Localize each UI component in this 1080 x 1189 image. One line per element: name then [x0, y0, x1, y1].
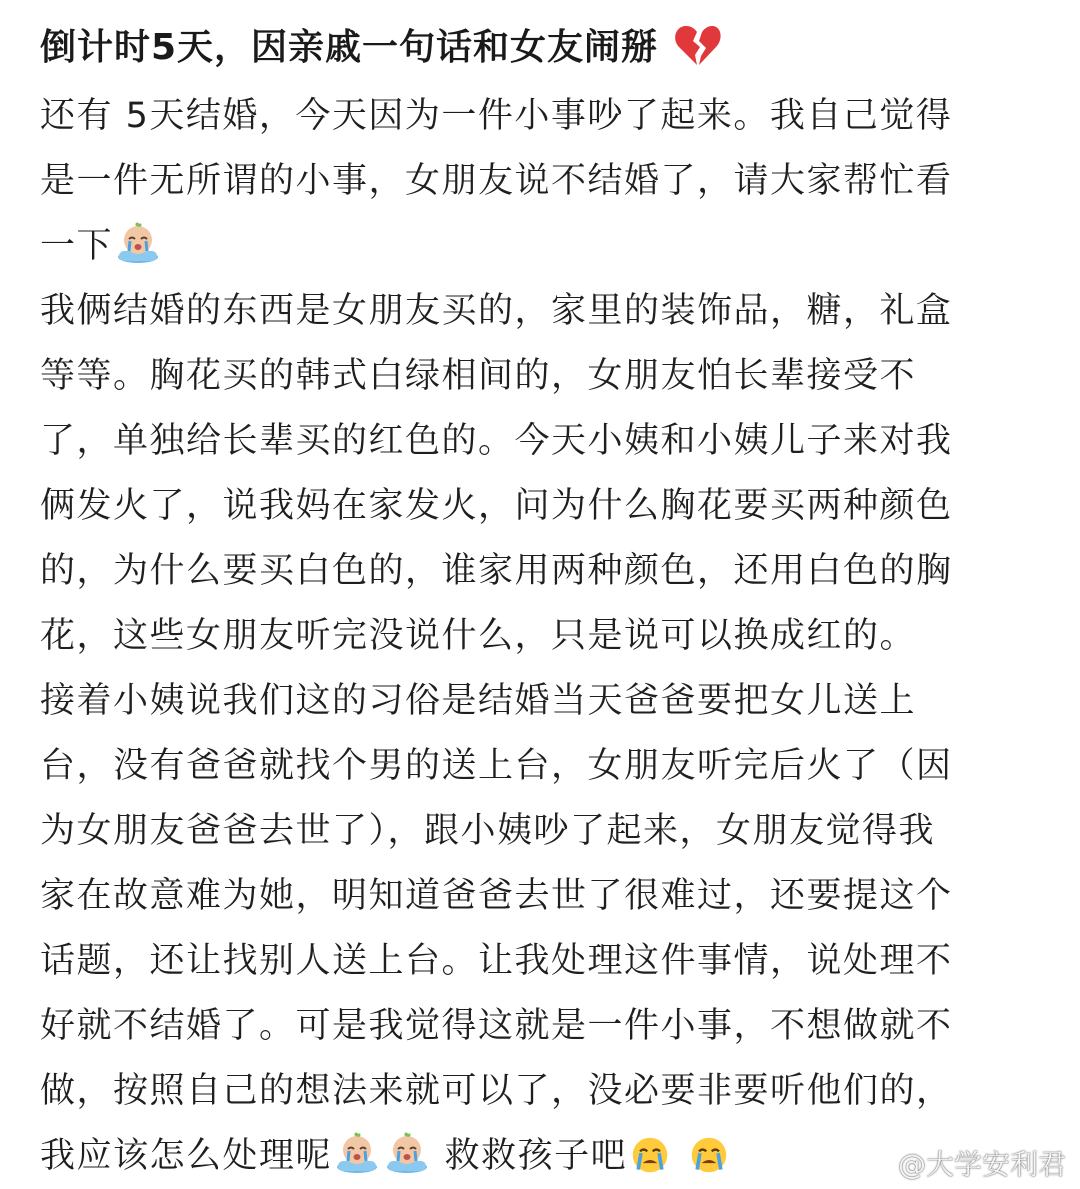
body-line: 是一件无所谓的小事，女朋友说不结婚了，请大家帮忙看	[40, 161, 953, 201]
crying-face-emoji-icon	[628, 1135, 672, 1175]
post-title-text: 倒计时5天，因亲戚一句话和女友闹掰	[40, 27, 659, 68]
body-line: 家在故意难为她，明知道爸爸去世了很难过，还要提这个	[40, 876, 953, 916]
crying-baby-emoji-icon	[383, 1131, 431, 1175]
watermark	[852, 1143, 1066, 1183]
body-line: 为女朋友爸爸去世了），跟小姨吵了起来，女朋友觉得我	[40, 811, 936, 851]
body-line: 接着小姨说我们这的习俗是结婚当天爸爸要把女儿送上	[40, 681, 917, 721]
body-line: 的，为什么要买白色的，谁家用两种颜色，还用白色的胸	[40, 551, 953, 591]
body-line: 我俩结婚的东西是女朋友买的，家里的装饰品，糖，礼盒	[40, 291, 953, 331]
crying-face-emoji-icon	[687, 1135, 731, 1175]
crying-baby-emoji-icon	[114, 221, 162, 265]
crying-baby-emoji-icon	[333, 1131, 381, 1175]
body-line: 等等。胸花买的韩式白绿相间的，女朋友怕长辈接受不	[40, 356, 917, 396]
broken-heart-icon	[673, 23, 721, 67]
body-line-text: 一下	[40, 226, 114, 266]
body-line: 了，单独给长辈买的红色的。今天小姨和小姨儿子来对我	[40, 421, 953, 461]
weibo-post	[40, 20, 1050, 1189]
post-title	[40, 20, 1050, 76]
body-line: 还有 5天结婚，今天因为一件小事吵了起来。我自己觉得	[40, 96, 953, 136]
body-line: 好就不结婚了。可是我觉得这就是一件小事，不想做就不	[40, 1006, 953, 1046]
body-line: 话题，还让找别人送上台。让我处理这件事情，说处理不	[40, 941, 953, 981]
post-body	[40, 84, 1050, 1189]
body-line: 俩发火了，说我妈在家发火，问为什么胸花要买两种颜色	[40, 486, 953, 526]
body-line-with-emoji	[40, 214, 1050, 279]
watermark-text: @大学安利君	[897, 1148, 1066, 1181]
body-line: 花，这些女朋友听完没说什么，只是说可以换成红的。	[40, 616, 917, 656]
body-line: 台，没有爸爸就找个男的送上台，女朋友听完后火了（因	[40, 746, 953, 786]
body-line-text: 救救孩子吧	[444, 1136, 628, 1176]
body-line: 做，按照自己的想法来就可以了，没必要非要听他们的，	[40, 1071, 953, 1111]
weibo-logo-icon	[852, 1146, 892, 1180]
body-line-text: 我应该怎么处理呢	[40, 1136, 333, 1176]
